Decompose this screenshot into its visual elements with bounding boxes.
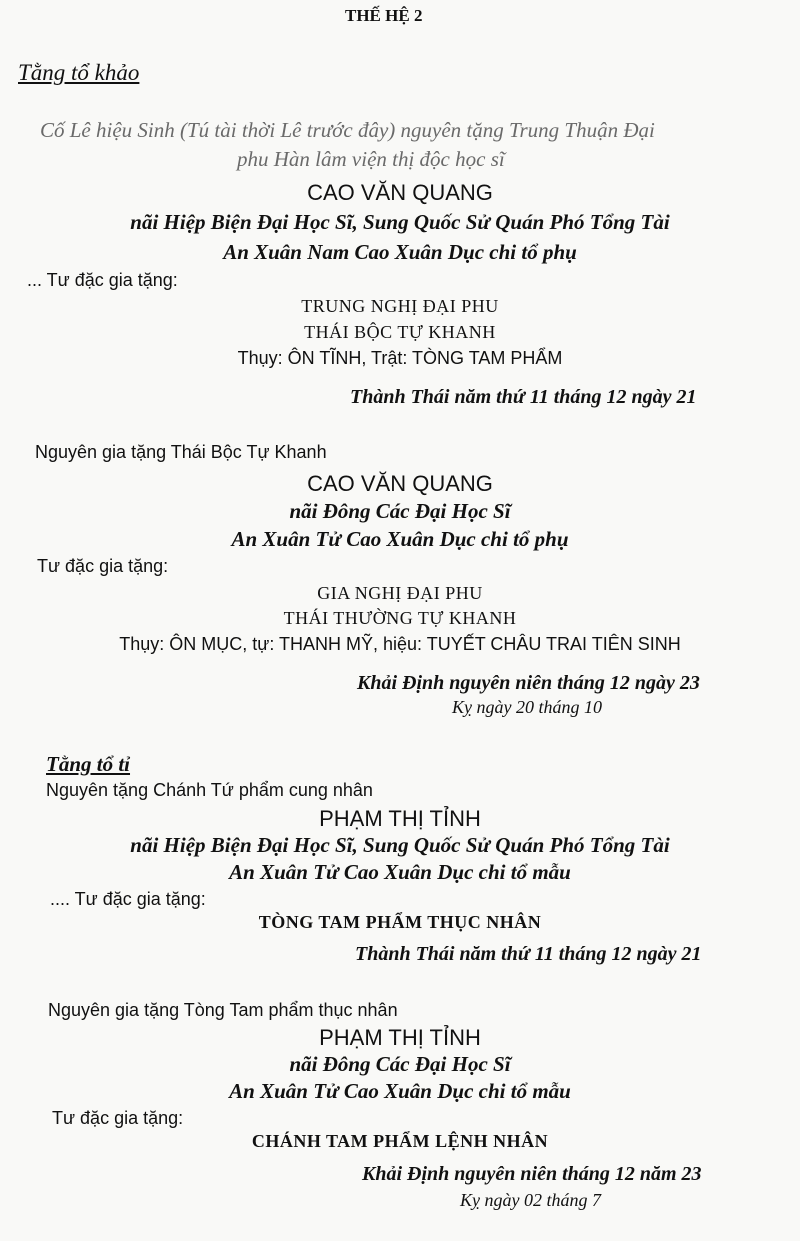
- death-anniversary: Kỵ ngày 20 tháng 10: [452, 697, 602, 717]
- honor-title-line-2: THÁI THƯỜNG TỰ KHANH: [283, 608, 517, 628]
- honor-title-line-1: GIA NGHỊ ĐẠI PHU: [317, 583, 483, 603]
- grant-label: Tư đặc gia tặng:: [52, 1108, 184, 1128]
- person-description-line-1: nãi Đông Các Đại Học Sĩ: [289, 499, 511, 523]
- decree-date: Khải Định nguyên niên tháng 12 năm 23: [362, 1163, 702, 1185]
- decree-date: Thành Thái năm thứ 11 tháng 12 ngày 21: [350, 386, 697, 408]
- person-description-line-2: An Xuân Tử Cao Xuân Dục chi tổ mẫu: [229, 1079, 571, 1103]
- posthumous-title-line: Thụy: ÔN MỤC, tự: THANH MỸ, hiệu: TUYẾT CHÂU TRAI TIÊN SINH: [119, 634, 681, 654]
- honor-title-line-1: CHÁNH TAM PHẨM LỆNH NHÂN: [251, 1131, 549, 1151]
- grant-label: .... Tư đặc gia tặng:: [50, 889, 206, 909]
- person-description-line-1: nãi Hiệp Biện Đại Học Sĩ, Sung Quốc Sử Quán Phó Tổng Tài: [130, 210, 670, 234]
- grant-label: ... Tư đặc gia tặng:: [27, 270, 178, 290]
- person-description-line-1: nãi Đông Các Đại Học Sĩ: [289, 1052, 511, 1076]
- person-name: CAO VĂN QUANG: [307, 180, 493, 205]
- intro-line-1: Cố Lê hiệu Sinh (Tú tài thời Lê trước đây) nguyên tặng Trung Thuận Đại: [40, 118, 655, 142]
- honor-title-line-1: TÒNG TAM PHẨM THỤC NHÂN: [258, 912, 542, 932]
- person-description-line-1: nãi Hiệp Biện Đại Học Sĩ, Sung Quốc Sử Quán Phó Tổng Tài: [130, 833, 670, 857]
- honor-title-line-1: TRUNG NGHỊ ĐẠI PHU: [301, 296, 499, 316]
- person-name: CAO VĂN QUANG: [307, 471, 493, 496]
- decree-date: Khải Định nguyên niên tháng 12 ngày 23: [357, 672, 700, 694]
- death-anniversary: Kỵ ngày 02 tháng 7: [460, 1190, 601, 1210]
- decree-date: Thành Thái năm thứ 11 tháng 12 ngày 21: [355, 943, 702, 965]
- page-title: THẾ HỆ 2: [345, 6, 423, 25]
- posthumous-title-line: Thụy: ÔN TĨNH, Trật: TÒNG TAM PHẨM: [237, 348, 563, 368]
- intro-line-2: phu Hàn lâm viện thị độc học sĩ: [237, 147, 505, 171]
- section-heading-tang-to-ti: Tằng tổ tỉ: [46, 752, 131, 776]
- intro-line: Nguyên gia tặng Thái Bộc Tự Khanh: [35, 442, 327, 462]
- person-name: PHẠM THỊ TỈNH: [319, 1025, 481, 1050]
- person-description-line-2: An Xuân Nam Cao Xuân Dục chi tổ phụ: [223, 240, 577, 264]
- honor-title-line-2: THÁI BỘC TỰ KHANH: [304, 322, 496, 342]
- intro-line: Nguyên tặng Chánh Tứ phẩm cung nhân: [46, 780, 373, 800]
- intro-line: Nguyên gia tặng Tòng Tam phẩm thục nhân: [48, 1000, 398, 1020]
- section-heading-tang-to-khao: Tằng tổ khảo: [18, 60, 140, 85]
- person-name: PHẠM THỊ TỈNH: [319, 806, 481, 831]
- person-description-line-2: An Xuân Tử Cao Xuân Dục chi tổ phụ: [231, 527, 569, 551]
- grant-label: Tư đặc gia tặng:: [37, 556, 169, 576]
- person-description-line-2: An Xuân Tử Cao Xuân Dục chi tổ mẫu: [229, 860, 571, 884]
